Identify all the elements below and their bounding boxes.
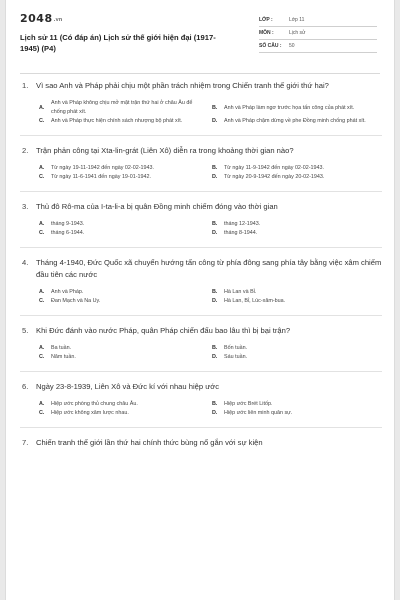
answer-option[interactable] [39,409,212,418]
question-text [22,325,382,337]
question-number: 6. [22,382,29,391]
question-number: 7. [22,438,29,447]
option-text: Anh và Pháp thực hiện chính sách nhượng bộ phát xít. [51,118,183,124]
question-prompt: Thủ đô Rô-ma của I-ta-li-a bị quân Đồng minh chiếm đóng vào thời gian [36,202,278,211]
option-letter: A. [39,289,45,295]
option-letter: D. [212,410,218,416]
answer-option[interactable] [212,99,385,117]
option-text: Từ ngày 20-9-1942 đến ngày 20-02-1943. [224,174,325,180]
answer-option[interactable] [39,173,212,182]
question-text [22,145,382,157]
option-letter: A. [39,345,45,351]
option-text: Anh và Pháp không chịu mở mặt trận thứ hai ở châu Âu để chống phát xít. [51,100,193,115]
answer-option[interactable] [39,400,212,409]
option-letter: C. [39,298,45,304]
question-number: 2. [22,146,29,155]
question-prompt: Khi Đức đánh vào nước Pháp, quân Pháp chiến đấu bao lâu thì bị bại trận? [36,326,291,335]
spacer [6,316,395,325]
question-item [6,145,395,182]
option-text: Từ ngày 11-6-1941 đến ngày 19-01-1942. [51,174,152,180]
answer-option[interactable] [39,99,212,117]
meta-key: SỐ CÂU : [259,43,282,49]
option-text: Hiệp ước phòng thủ chung châu Âu. [51,401,138,407]
option-text: Đan Mạch và Na Uy. [51,298,101,304]
option-letter: B. [212,401,218,407]
option-letter: D. [212,298,218,304]
answer-option[interactable] [39,353,212,362]
question-item [6,325,395,362]
question-number: 3. [22,202,29,211]
option-letter: A. [39,221,45,227]
option-letter: C. [39,354,45,360]
answer-options [39,164,382,182]
meta-value: Lớp 11 [289,17,305,23]
spacer [6,192,395,201]
spacer [6,428,395,437]
question-prompt: Tháng 4-1940, Đức Quốc xã chuyển hướng tấn công từ phía đông sang phía tây bằng việc xâm chiếm đầu tiên các nước [36,258,382,279]
option-text: Hiệp ước không xâm lược nhau. [51,410,129,416]
question-prompt: Trận phản công tại Xta-lin-grát (Liên Xô) diễn ra trong khoảng thời gian nào? [36,146,294,155]
meta-row [259,27,377,40]
meta-value: Lịch sử [289,30,306,36]
meta-row [259,14,377,27]
option-text: Hiệp ước liên minh quân sự. [224,410,293,416]
option-text: Anh và Pháp chậm dừng về phe Đồng minh chống phát xít. [224,118,366,124]
answer-option[interactable] [212,409,385,418]
option-text: tháng 9-1943. [51,221,85,227]
spacer [6,372,395,381]
answer-option[interactable] [39,220,212,229]
option-letter: A. [39,104,45,111]
option-letter: B. [212,221,218,227]
question-prompt: Chiến tranh thế giới lần thứ hai chính thức bùng nổ gắn với sự kiện [36,438,263,447]
option-text: tháng 8-1944. [224,230,258,236]
option-letter: B. [212,104,218,111]
option-text: Anh và Pháp. [51,289,84,295]
answer-options [39,288,382,306]
answer-option[interactable] [212,229,385,238]
option-text: Sáu tuần. [224,354,248,360]
option-letter: B. [212,165,218,171]
option-letter: D. [212,174,218,180]
header-divider [20,73,380,74]
meta-value: 50 [289,43,295,49]
answer-option[interactable] [212,164,385,173]
question-text [22,80,382,92]
worksheet-page [5,0,395,600]
answer-option[interactable] [39,229,212,238]
question-number: 4. [22,258,29,267]
option-letter: D. [212,354,218,360]
spacer [6,248,395,257]
option-text: Hiệp ước Brét Litốp. [224,401,273,407]
option-letter: C. [39,118,45,124]
answer-option[interactable] [39,164,212,173]
option-letter: B. [212,345,218,351]
option-text: Bốn tuần. [224,345,248,351]
answer-option[interactable] [212,297,385,306]
document-meta [259,14,377,53]
question-text [22,381,382,393]
question-number: 1. [22,81,29,90]
answer-option[interactable] [39,297,212,306]
answer-option[interactable] [212,220,385,229]
answer-option[interactable] [39,344,212,353]
answer-option[interactable] [212,117,385,126]
answer-option[interactable] [212,400,385,409]
answer-option[interactable] [39,117,212,126]
question-item [6,381,395,418]
option-letter: C. [39,230,45,236]
answer-option[interactable] [212,353,385,362]
answer-options [39,344,382,362]
option-text: Từ ngày 11-9-1942 đến ngày 02-02-1943. [224,165,325,171]
option-text: Anh và Pháp làm ngơ trước họa tấn công của phát xít. [224,104,355,111]
option-text: tháng 12-1943. [224,221,261,227]
option-letter: C. [39,410,45,416]
option-text: Hà Lan, Bỉ, Lúc-xăm-bua. [224,298,286,304]
question-item [6,201,395,238]
meta-row [259,40,377,53]
question-number: 5. [22,326,29,335]
question-text [22,201,382,213]
option-text: Ba tuần. [51,345,72,351]
option-letter: B. [212,289,218,295]
answer-options [39,400,382,418]
logo-domain: .vn [53,17,63,23]
meta-key: MÔN : [259,30,274,36]
spacer [6,136,395,145]
answer-options [39,99,382,126]
option-letter: D. [212,230,218,236]
option-letter: A. [39,165,45,171]
page-header [6,0,394,72]
answer-option[interactable] [39,288,212,297]
document-title: Lịch sử 11 (Có đáp án) Lịch sử thế giới hiện đại (1917-1945) (P4) [20,33,216,53]
option-letter: D. [212,118,218,124]
question-list [6,80,395,449]
meta-key: LỚP : [259,17,273,23]
question-item [6,257,395,306]
answer-option[interactable] [212,173,385,182]
answer-option[interactable] [212,288,385,297]
question-prompt: Ngày 23-8-1939, Liên Xô và Đức kí với nhau hiệp ước [36,382,220,391]
option-text: Từ ngày 19-11-1942 đến ngày 02-02-1943. [51,165,155,171]
option-text: tháng 6-1944. [51,230,85,236]
option-text: Hà Lan và Bỉ. [224,289,257,295]
question-text [22,257,382,281]
option-letter: A. [39,401,45,407]
question-item [6,437,395,449]
site-logo[interactable]: 2048.vn [20,12,63,25]
question-item [6,80,395,126]
option-letter: C. [39,174,45,180]
answer-option[interactable] [212,344,385,353]
option-text: Năm tuần. [51,354,76,360]
question-text [22,437,382,449]
question-prompt: Vì sao Anh và Pháp phải chịu một phần trách nhiệm trong Chiến tranh thế giới thứ hai? [36,81,329,90]
answer-options [39,220,382,238]
